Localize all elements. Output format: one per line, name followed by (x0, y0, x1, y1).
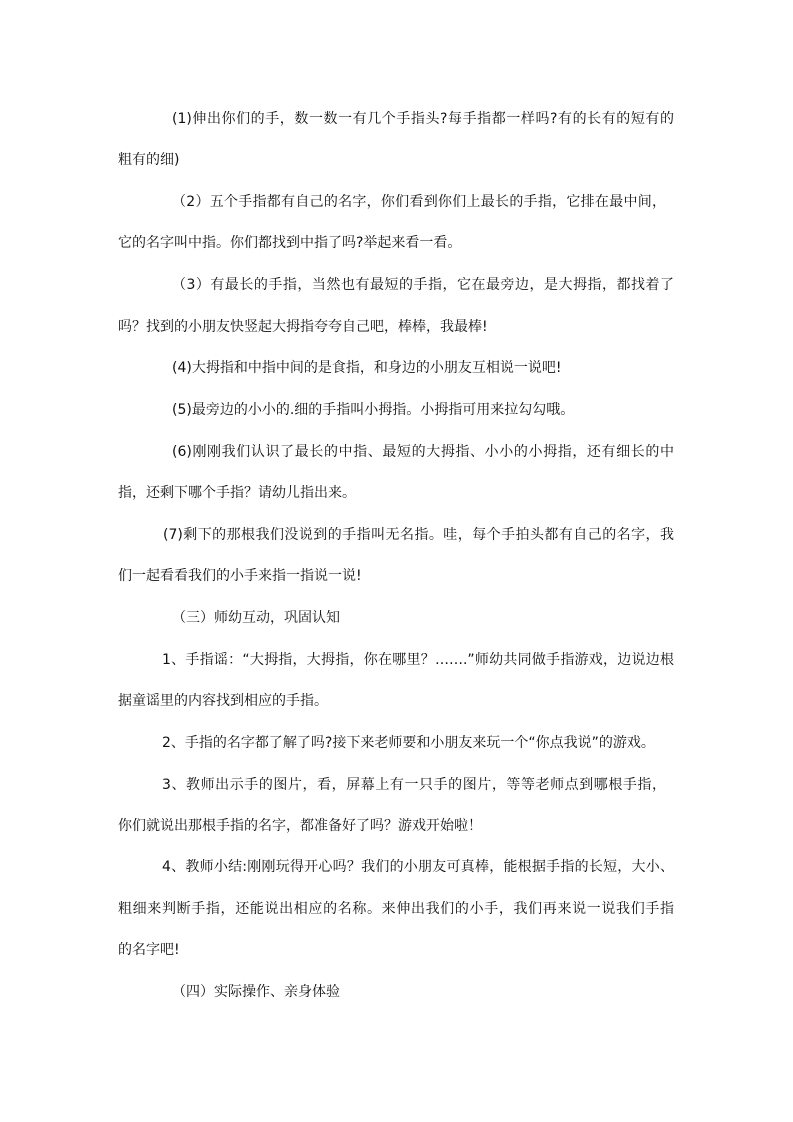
paragraph-12-line-3: 的名字吧! (118, 942, 180, 958)
paragraph-9-line-2: 据童谣里的内容找到相应的手指。 (118, 693, 328, 709)
paragraph-5-line-1: (5)最旁边的小小的.细的手指叫小拇指。小拇指可用来拉勾勾哦。 (172, 402, 575, 418)
paragraph-12-line-1: 4、教师小结:刚刚玩得开心吗？我们的小朋友可真棒，能根据手指的长短，大小、 (162, 859, 674, 875)
paragraph-4-line-1: (4)大拇指和中指中间的是食指，和身边的小朋友互相说一说吧! (172, 360, 562, 376)
paragraph-3-line-2: 吗？找到的小朋友快竖起大拇指夸夸自己吧，棒棒，我最棒! (118, 319, 488, 335)
section-heading-3: （三）师幼互动，巩固认知 (172, 610, 340, 626)
paragraph-6-line-1: (6)刚刚我们认识了最长的中指、最短的大拇指、小小的小拇指，还有细长的中 (172, 444, 674, 460)
paragraph-7-line-1: (7)剩下的那根我们没说到的手指叫无名指。哇，每个手拍头都有自己的名字，我 (163, 527, 674, 543)
paragraph-2-line-2: 它的名字叫中指。你们都找到中指了吗?举起来看一看。 (118, 235, 462, 251)
paragraph-9-line-1: 1、手指谣：“大拇指，大拇指，你在哪里？…….”师幼共同做手指游戏，边说边根 (162, 652, 674, 668)
paragraph-3-line-1: （3）有最长的手指，当然也有最短的手指，它在最旁边，是大拇指，都找着了 (172, 277, 674, 293)
paragraph-1-line-1: (1)伸出你们的手，数一数一有几个手指头?每手指都一样吗?有的长有的短有的 (172, 111, 674, 127)
paragraph-7-line-2: 们一起看看我们的小手来指一指说一说! (118, 568, 362, 584)
paragraph-11-line-1: 3、教师出示手的图片，看，屏幕上有一只手的图片，等等老师点到哪根手指， (162, 777, 666, 793)
section-heading-4: （四）实际操作、亲身体验 (172, 984, 340, 1000)
paragraph-12-line-2: 粗细来判断手指，还能说出相应的名称。来伸出我们的小手，我们再来说一说我们手指 (118, 901, 674, 917)
paragraph-11-line-2: 你们就说出那根手指的名字，都准备好了吗？游戏开始啦！ (118, 818, 482, 834)
paragraph-2-line-1: （2）五个手指都有自己的名字，你们看到你们上最长的手指，它排在最中间， (172, 194, 666, 210)
paragraph-6-line-2: 指，还剩下哪个手指？请幼儿指出来。 (118, 485, 356, 501)
paragraph-1-line-2: 粗有的细) (118, 152, 180, 168)
paragraph-10-line-1: 2、手指的名字都了解了吗?接下来老师要和小朋友来玩一个“你点我说”的游戏。 (162, 735, 655, 751)
